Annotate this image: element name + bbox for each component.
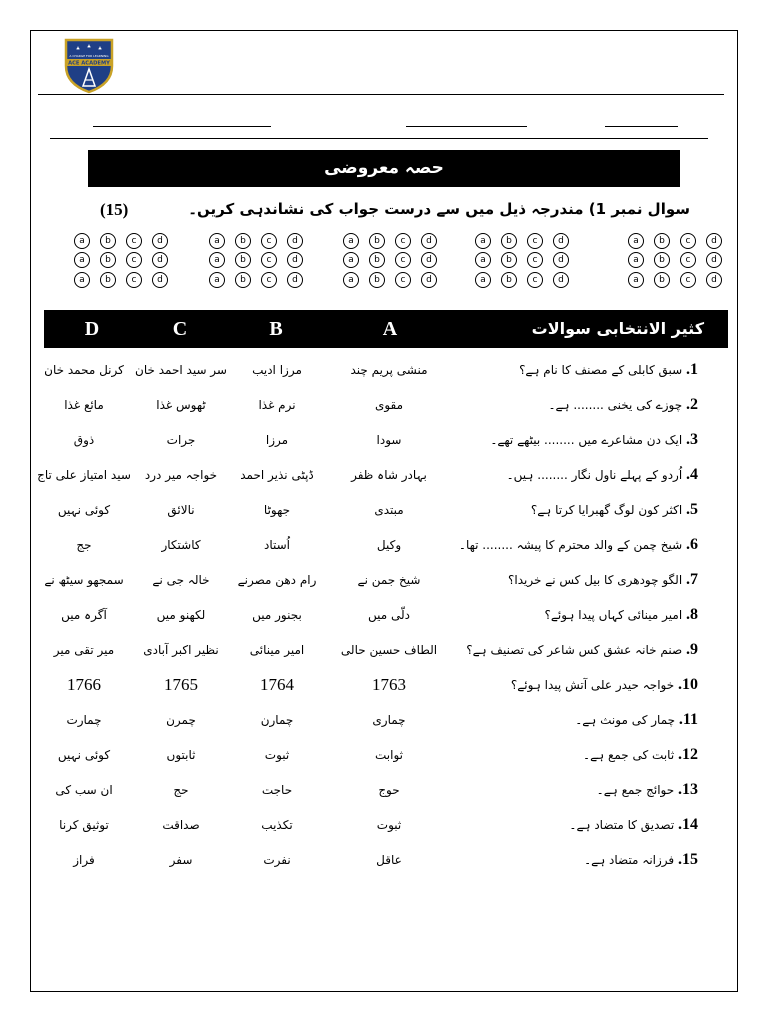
- option-b[interactable]: مرزا ادیب: [252, 363, 302, 377]
- option-d[interactable]: سمجھو سیٹھ نے: [44, 573, 124, 587]
- option-c[interactable]: 1765: [164, 675, 198, 694]
- question-number: 15.: [678, 851, 698, 868]
- answer-bubble-d[interactable]: d: [421, 233, 437, 249]
- answer-bubble-c[interactable]: c: [395, 252, 411, 268]
- answer-bubble-d[interactable]: d: [152, 233, 168, 249]
- option-a[interactable]: چماری: [372, 713, 406, 727]
- question-text: [459, 530, 698, 560]
- option-b[interactable]: امیر مینائی: [249, 643, 305, 657]
- option-c[interactable]: سر سید احمد خان: [135, 363, 227, 377]
- question-number: 2.: [686, 396, 698, 413]
- mcq-row: [44, 355, 728, 385]
- option-b[interactable]: بجنور میں: [252, 608, 302, 622]
- answer-bubble-c[interactable]: c: [126, 252, 142, 268]
- option-a[interactable]: 1763: [372, 675, 406, 694]
- answer-bubble-b[interactable]: b: [235, 233, 251, 249]
- header-rule-lower: [50, 138, 708, 139]
- option-c[interactable]: لکھنو میں: [156, 608, 206, 622]
- question-number: 1.: [686, 361, 698, 378]
- answer-bubble-c[interactable]: c: [261, 272, 277, 288]
- answer-bubble-a[interactable]: a: [74, 233, 90, 249]
- answer-bubble-b[interactable]: b: [654, 233, 670, 249]
- question-label: چمار کی مونث ہے۔: [575, 713, 676, 727]
- option-a[interactable]: وکیل: [376, 538, 402, 552]
- column-header-b: B: [269, 318, 283, 340]
- question-number: 4.: [686, 466, 698, 483]
- answer-bubble-d[interactable]: d: [152, 252, 168, 268]
- answer-bubble-d[interactable]: d: [553, 252, 569, 268]
- name-field-line[interactable]: [93, 126, 271, 127]
- answer-bubble-d[interactable]: d: [706, 252, 722, 268]
- answer-bubble-b[interactable]: b: [235, 252, 251, 268]
- answer-bubble-b[interactable]: b: [501, 252, 517, 268]
- question-text: [584, 845, 698, 875]
- answer-bubble-d[interactable]: d: [287, 233, 303, 249]
- question-label: امیر مینائی کہاں پیدا ہوئے؟: [544, 608, 683, 622]
- bubble-group: [628, 252, 728, 268]
- mcq-row: [44, 565, 728, 595]
- answer-bubble-b[interactable]: b: [501, 233, 517, 249]
- option-a[interactable]: مبتدی: [374, 503, 404, 517]
- option-b[interactable]: مرزا: [265, 433, 289, 447]
- logo-tagline: A CHARGE FOR LEARNING: [69, 54, 109, 58]
- answer-bubble-b[interactable]: b: [369, 233, 385, 249]
- option-d[interactable]: کوئی نہیں: [57, 503, 111, 517]
- option-b[interactable]: 1764: [260, 675, 294, 694]
- option-a[interactable]: دلّی میں: [368, 608, 410, 622]
- mcq-row: [44, 845, 728, 875]
- bubble-group: [209, 272, 309, 288]
- answer-bubble-a[interactable]: a: [209, 272, 225, 288]
- answer-bubble-d[interactable]: d: [421, 272, 437, 288]
- question-number: 8.: [686, 606, 698, 623]
- option-b[interactable]: تکذیب: [261, 818, 293, 832]
- mcq-row: [44, 775, 728, 805]
- answer-bubble-a[interactable]: a: [209, 233, 225, 249]
- option-a[interactable]: عاقل: [376, 853, 402, 867]
- answer-bubble-b[interactable]: b: [369, 272, 385, 288]
- option-b[interactable]: نفرت: [263, 853, 291, 867]
- answer-bubble-b[interactable]: b: [654, 252, 670, 268]
- mcq-row: [44, 810, 728, 840]
- question-text: [490, 425, 698, 455]
- option-b[interactable]: ثبوت: [264, 748, 290, 762]
- bubble-group: [74, 233, 174, 249]
- option-a[interactable]: شیخ جمن نے: [357, 573, 421, 587]
- question-text: [511, 670, 698, 700]
- header-rule: [38, 94, 724, 95]
- option-a[interactable]: بہادر شاہ ظفر: [351, 468, 427, 482]
- answer-bubble-b[interactable]: b: [100, 272, 116, 288]
- option-c[interactable]: ثابتوں: [166, 748, 196, 762]
- answer-bubble-a[interactable]: a: [475, 252, 491, 268]
- answer-bubble-b[interactable]: b: [369, 252, 385, 268]
- option-d[interactable]: میر تقی میر: [53, 643, 115, 657]
- answer-bubble-c[interactable]: c: [527, 252, 543, 268]
- option-d[interactable]: مائع غذا: [64, 398, 104, 412]
- logo-text: ACE ACADEMY: [68, 60, 110, 67]
- question-text: [507, 460, 698, 490]
- answer-bubble-a[interactable]: a: [628, 252, 644, 268]
- question-label: ایک دن مشاعرے میں ........ بیٹھے تھے۔: [490, 433, 683, 447]
- question-label: اکثر کون لوگ گھبرایا کرتا ہے؟: [530, 503, 683, 517]
- question-label: حوائج جمع ہے۔: [596, 783, 675, 797]
- class-field-line[interactable]: [406, 126, 527, 127]
- mcq-row: [44, 600, 728, 630]
- question-number: 11.: [678, 711, 698, 728]
- bubble-group: [343, 252, 443, 268]
- bubble-group: [628, 233, 728, 249]
- bubble-group: [475, 233, 575, 249]
- question-text: [519, 355, 698, 385]
- bubble-group: [628, 272, 728, 288]
- option-d[interactable]: ذوق: [73, 433, 95, 447]
- question-number: 3.: [686, 431, 698, 448]
- question-number: 13.: [678, 781, 698, 798]
- option-b[interactable]: ڈپٹی نذیر احمد: [240, 468, 314, 482]
- option-a[interactable]: الطاف حسین حالی: [340, 643, 438, 657]
- question-number: 14.: [678, 816, 698, 833]
- bubble-group: [343, 272, 443, 288]
- answer-bubble-c[interactable]: c: [395, 272, 411, 288]
- option-c[interactable]: خواجہ میر درد: [144, 468, 218, 482]
- option-a[interactable]: ثوابت: [375, 748, 403, 762]
- option-d[interactable]: 1766: [67, 675, 101, 694]
- answer-bubble-c[interactable]: c: [680, 233, 696, 249]
- option-c[interactable]: کاشتکار: [161, 538, 201, 552]
- option-d[interactable]: کرنل محمد خان: [44, 363, 124, 377]
- option-c[interactable]: حج: [173, 783, 189, 797]
- option-d[interactable]: توثیق کرنا: [59, 818, 109, 832]
- mcq-row: [44, 705, 728, 735]
- answer-bubble-d[interactable]: d: [706, 233, 722, 249]
- mcq-row: [37, 460, 728, 490]
- answer-bubble-b[interactable]: b: [100, 233, 116, 249]
- answer-bubble-b[interactable]: b: [235, 272, 251, 288]
- answer-bubble-c[interactable]: c: [261, 233, 277, 249]
- option-b[interactable]: رام دھن مصرنے: [237, 573, 317, 587]
- answer-bubble-c[interactable]: c: [126, 272, 142, 288]
- marks-label: (15): [100, 200, 129, 219]
- mcq-row: [44, 740, 728, 770]
- bubble-group: [475, 272, 575, 288]
- question-number: 7.: [686, 571, 698, 588]
- answer-bubble-c[interactable]: c: [261, 252, 277, 268]
- answer-bubble-a[interactable]: a: [343, 252, 359, 268]
- answer-bubble-d[interactable]: d: [553, 272, 569, 288]
- option-b[interactable]: حاجت: [261, 783, 293, 797]
- answer-bubble-a[interactable]: a: [628, 272, 644, 288]
- option-c[interactable]: نظیر اکبر آبادی: [143, 643, 219, 657]
- question-text: [569, 810, 698, 840]
- option-c[interactable]: چمرن: [166, 713, 196, 727]
- option-a[interactable]: ثبوت: [376, 818, 402, 832]
- option-d[interactable]: سید امتیاز علی تاج: [37, 468, 131, 482]
- option-d[interactable]: چمارت: [66, 713, 102, 727]
- answer-bubble-c[interactable]: c: [680, 272, 696, 288]
- column-header-d: D: [84, 318, 100, 340]
- option-c[interactable]: خالہ جی نے: [152, 573, 210, 587]
- answer-bubble-b[interactable]: b: [501, 272, 517, 288]
- option-d[interactable]: جج: [76, 538, 92, 552]
- question-number: 12.: [678, 746, 698, 763]
- bubble-group: [209, 233, 309, 249]
- question-label: الگو چودھری کا بیل کس نے خریدا؟: [507, 573, 683, 587]
- date-field-line[interactable]: [605, 126, 678, 127]
- option-b[interactable]: چمارن: [260, 713, 294, 727]
- bubble-group: [343, 233, 443, 249]
- question-label: اُردو کے پہلے ناول نگار ........ ہیں۔: [506, 468, 683, 482]
- option-c[interactable]: سفر: [169, 853, 193, 867]
- answer-bubble-c[interactable]: c: [395, 233, 411, 249]
- option-b[interactable]: جھوٹا: [263, 503, 291, 517]
- option-c[interactable]: نالائق: [167, 503, 195, 517]
- question-number: 9.: [686, 641, 698, 658]
- answer-bubble-a[interactable]: a: [475, 272, 491, 288]
- answer-bubble-d[interactable]: d: [706, 272, 722, 288]
- mcq-row: [44, 425, 728, 455]
- question-text: [466, 635, 698, 665]
- question-label: تصدیق کا متضاد ہے۔: [569, 818, 675, 832]
- column-header-c: C: [172, 318, 188, 340]
- answer-bubble-b[interactable]: b: [654, 272, 670, 288]
- question-label: ثابت کی جمع ہے۔: [583, 748, 675, 762]
- answer-bubble-d[interactable]: d: [421, 252, 437, 268]
- option-a[interactable]: منشی پریم چند: [350, 363, 428, 377]
- academy-logo: [62, 36, 116, 94]
- answer-bubble-a[interactable]: a: [343, 233, 359, 249]
- mcq-row: [44, 390, 728, 420]
- answer-bubble-c[interactable]: c: [680, 252, 696, 268]
- answer-bubble-a[interactable]: a: [74, 252, 90, 268]
- answer-bubble-c[interactable]: c: [527, 272, 543, 288]
- option-d[interactable]: آگرہ میں: [61, 608, 107, 622]
- option-a[interactable]: حوج: [378, 783, 400, 797]
- answer-bubble-d[interactable]: d: [287, 252, 303, 268]
- answer-bubble-d[interactable]: d: [553, 233, 569, 249]
- option-a[interactable]: مقوی: [374, 398, 404, 412]
- question-text: [508, 565, 698, 595]
- option-a[interactable]: سودا: [376, 433, 402, 447]
- bubble-group: [74, 252, 174, 268]
- answer-bubble-a[interactable]: a: [475, 233, 491, 249]
- question-label: خواجہ حیدر علی آتش پیدا ہوئے؟: [510, 678, 675, 692]
- option-c[interactable]: ٹھوس غذا: [156, 398, 206, 412]
- bubble-group: [209, 252, 309, 268]
- option-d[interactable]: فراز: [73, 853, 95, 867]
- answer-bubble-a[interactable]: a: [74, 272, 90, 288]
- question-label: سبق کابلی کے مصنف کا نام ہے؟: [519, 363, 683, 377]
- mcq-row: [44, 495, 728, 525]
- answer-bubble-c[interactable]: c: [126, 233, 142, 249]
- question-text: [575, 705, 698, 735]
- option-c[interactable]: جرات: [166, 433, 196, 447]
- answer-bubble-b[interactable]: b: [100, 252, 116, 268]
- question-label: شیخ چمن کے والد محترم کا پیشہ ........ تھا۔: [458, 538, 683, 552]
- section-banner: حصہ معروضی: [88, 150, 680, 187]
- bubble-group: [475, 252, 575, 268]
- answer-bubble-a[interactable]: a: [209, 252, 225, 268]
- question-number: 10.: [678, 676, 698, 693]
- mcq-row: [44, 670, 728, 700]
- question-text: [597, 775, 698, 805]
- answer-bubble-a[interactable]: a: [343, 272, 359, 288]
- option-c[interactable]: صداقت: [162, 818, 200, 832]
- option-d[interactable]: ان سب کی: [55, 783, 113, 797]
- answer-bubble-a[interactable]: a: [628, 233, 644, 249]
- option-b[interactable]: اُستاد: [263, 538, 290, 552]
- mcq-table-title: کثیر الانتخابی سوالات: [531, 319, 704, 338]
- question-label: فرزانہ متضاد ہے۔: [584, 853, 675, 867]
- question-label: چوزے کی یخنی ........ ہے۔: [548, 398, 683, 412]
- bubble-group: [74, 272, 174, 288]
- option-b[interactable]: نرم غذا: [258, 398, 296, 412]
- column-header-a: A: [382, 318, 398, 340]
- question-text: [544, 600, 698, 630]
- question-number: 5.: [686, 501, 698, 518]
- mcq-row: [44, 635, 728, 665]
- question-instruction: سوال نمبر 1) مندرجہ ذیل میں سے درست جواب کی نشاندہی کریں۔: [188, 200, 690, 218]
- question-text: [531, 495, 698, 525]
- mcq-row: [44, 530, 728, 560]
- answer-bubble-c[interactable]: c: [527, 233, 543, 249]
- mcq-table-header: [44, 310, 728, 348]
- question-number: 6.: [686, 536, 698, 553]
- question-label: صنم خانہ عشق کس شاعر کی تصنیف ہے؟: [466, 643, 683, 657]
- answer-bubble-d[interactable]: d: [152, 272, 168, 288]
- answer-bubble-d[interactable]: d: [287, 272, 303, 288]
- option-d[interactable]: کوئی نہیں: [57, 748, 111, 762]
- question-text: [583, 740, 698, 770]
- question-text: [548, 390, 698, 420]
